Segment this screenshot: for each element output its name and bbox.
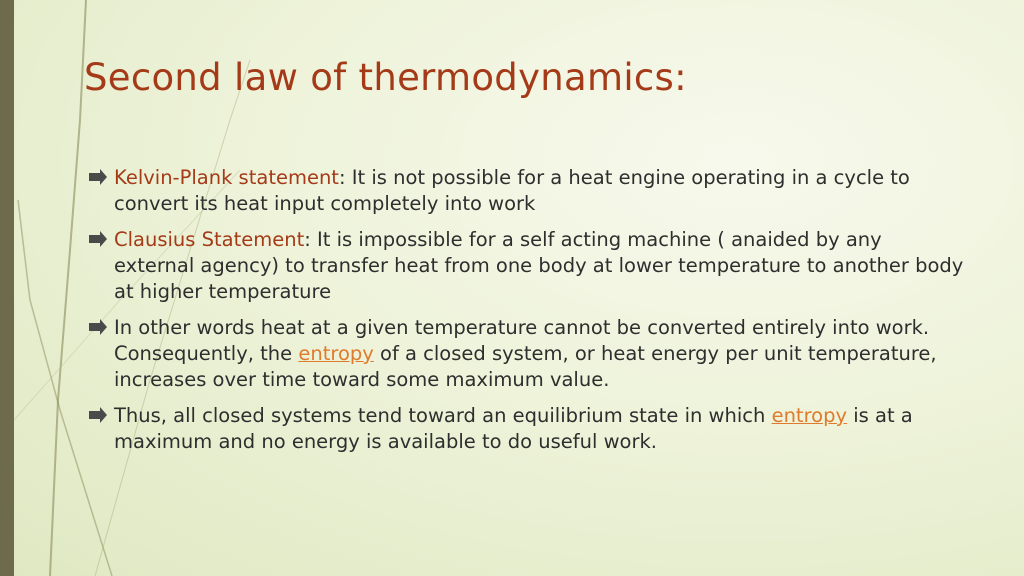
- bullet-text: is at a maximum and no energy is available to do useful work.: [114, 404, 913, 453]
- bullet-text: of a closed system, or heat energy per unit temperature, increases over time toward some maximum value.: [114, 342, 937, 391]
- bullet-text: In other words heat at a given temperature cannot be converted entirely into work. Consequently, the: [114, 316, 930, 365]
- clausius-term: Clausius Statement: [114, 228, 305, 251]
- arrow-right-icon: [88, 229, 108, 249]
- list-item: [88, 315, 968, 393]
- kelvin-plank-term: Kelvin-Plank statement: [114, 166, 339, 189]
- bullet-list: [88, 165, 968, 465]
- arrow-right-icon: [88, 167, 108, 187]
- bullet-text: : It is impossible for a self acting machine ( anaided by any external agency) to transfer heat from one body at lower temperature to another body at higher temperature: [114, 228, 964, 303]
- list-item: [88, 403, 968, 455]
- entropy-link[interactable]: entropy: [298, 342, 374, 365]
- arrow-right-icon: [88, 317, 108, 337]
- list-item: [88, 165, 968, 217]
- slide-title: Second law of thermodynamics:: [84, 56, 687, 99]
- bullet-text: Thus, all closed systems tend toward an equilibrium state in which: [114, 404, 772, 427]
- list-item: [88, 227, 968, 305]
- entropy-link[interactable]: entropy: [771, 404, 848, 427]
- bullet-text: : It is not possible for a heat engine operating in a cycle to convert its heat input completely into work: [114, 166, 910, 215]
- arrow-right-icon: [88, 405, 108, 425]
